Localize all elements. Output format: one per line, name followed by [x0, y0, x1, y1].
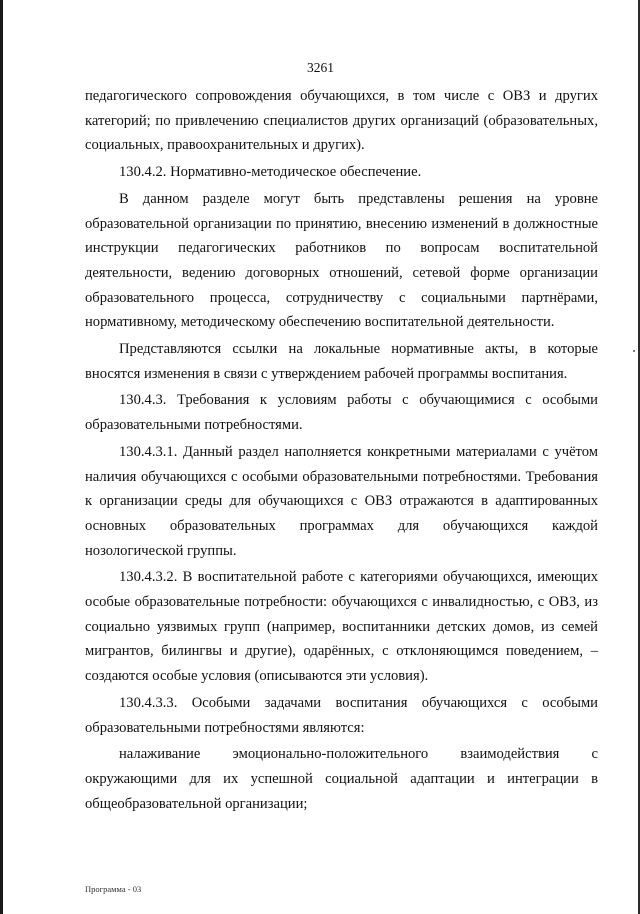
section-heading-130-4-2: 130.4.2. Нормативно-методическое обеспечение.: [119, 164, 422, 181]
paragraph-normative-decisions: В данном разделе могут быть представлены решения на уровне образовательной организации по принятию, внесению изменений в должностные инструкции педагогических работников по вопросам воспитательной деятельности, ведению договорных отношений, сетевой форме организации образовательного процесса, сотрудничеству с социальными партнёрами, нормативному, методическому обеспечению воспитательной деятельности.: [85, 190, 598, 331]
paragraph-130-4-3-2: 130.4.3.2. В воспитательной работе с категориями обучающихся, имеющих особые образовательные потребности: обучающихся с инвалидностью, с ОВЗ, из социально уязвимых групп (например, воспитанники детских домов, из семей мигрантов, билингвы и другие), одарённых, с отклоняющимся поведением, – создаются особые условия (описываются эти условия).: [85, 569, 598, 685]
section-heading-130-4-3: 130.4.3. Требования к условиям работы с обучающимися с особыми образовательными потребностями.: [85, 392, 598, 434]
paragraph-130-4-3-1: 130.4.3.1. Данный раздел наполняется конкретными материалами с учётом наличия обучающихся с особыми образовательными потребностями. Требования к организации среды для обучающихся с ОВЗ отражаются в адаптированных основных образовательных программах для обучающихся каждой нозологической группы.: [85, 443, 598, 559]
paragraph-continuation: педагогического сопровождения обучающихся, в том числе с ОВЗ и других категорий; по привлечению специалистов других организаций (образовательных, социальных, правоохранительных и других).: [85, 88, 598, 154]
page-footer: Программа - 03: [85, 884, 142, 894]
paragraph-local-acts: Представляются ссылки на локальные нормативные акты, в которые вносятся изменения в связи с утверждением рабочей программы воспитания.: [85, 341, 598, 382]
document-body: [85, 84, 598, 818]
scan-artifact: [633, 350, 635, 352]
paragraph-130-4-3-3: 130.4.3.3. Особыми задачами воспитания обучающихся с особыми образовательными потребностями являются:: [85, 694, 598, 736]
paragraph-task-item: налаживание эмоционально-положительного взаимодействия с окружающими для их успешной социальной адаптации и интеграции в общеобразовательной организации;: [85, 746, 598, 812]
page-number: 3261: [307, 60, 334, 75]
